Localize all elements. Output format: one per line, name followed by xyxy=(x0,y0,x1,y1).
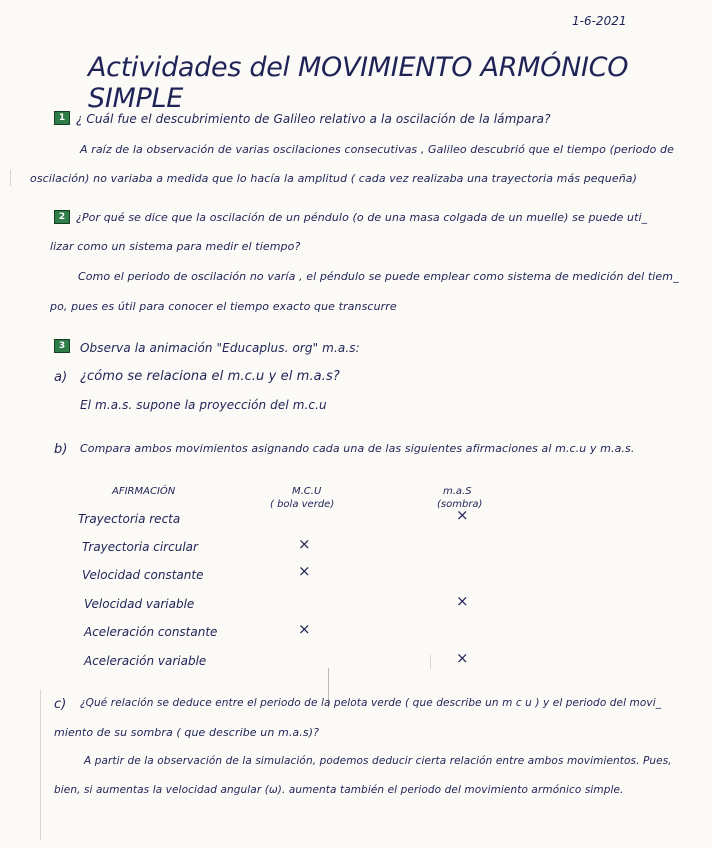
part-b-label: b) xyxy=(54,442,68,457)
table-row-mcu-mark: × xyxy=(298,535,311,553)
table-row-label: Velocidad constante xyxy=(82,568,204,582)
table-row-mas-mark: × xyxy=(456,592,469,610)
part-c-label: c) xyxy=(54,697,67,712)
question-2-number-box: 2 xyxy=(54,210,70,224)
question-2-text-line-1: ¿Por qué se dice que la oscilación de un péndulo (o de una masa colgada de un muelle) se puede uti_ xyxy=(76,211,648,224)
table-header-mcu-sub: ( bola verde) xyxy=(270,499,335,510)
table-row-mcu-mark: × xyxy=(298,620,311,638)
table-row-label: Velocidad variable xyxy=(84,597,195,611)
table-row-label: Trayectoria recta xyxy=(78,512,181,526)
table-row-mcu-mark: × xyxy=(298,562,311,580)
part-c-answer-line-2: bien, si aumentas la velocidad angular (ω). aumenta también el periodo del movimiento armónico simple. xyxy=(54,784,624,796)
table-row-label: Aceleración constante xyxy=(84,625,218,639)
question-2-text-line-2: lizar como un sistema para medir el tiempo? xyxy=(50,240,301,253)
part-c-question-line-1: ¿Qué relación se deduce entre el periodo de la pelota verde ( que describe un m c u ) y el periodo del movi_ xyxy=(80,697,662,709)
part-a-answer: El m.a.s. supone la proyección del m.c.u xyxy=(80,398,327,412)
center-mark xyxy=(430,655,431,669)
page-title: Actividades del MOVIMIENTO ARMÓNICO SIMPLE xyxy=(88,52,629,114)
table-row-label: Aceleración variable xyxy=(84,654,207,668)
question-1-answer-line-1: A raíz de la observación de varias oscilaciones consecutivas , Galileo descubrió que el tiempo (periodo de xyxy=(80,143,674,156)
table-row-mas-mark: × xyxy=(456,649,469,667)
question-1-answer-line-2: oscilación) no variaba a medida que lo hacía la amplitud ( cada vez realizaba una trayectoria más pequeña) xyxy=(30,172,638,185)
table-header-affirmation: AFIRMACIÓN xyxy=(112,486,176,497)
table-header-mas: m.a.S xyxy=(443,486,472,497)
date: 1-6-2021 xyxy=(572,14,627,28)
part-c-question-line-2: miento de su sombra ( que describe un m.a.s)? xyxy=(54,726,320,739)
part-a-label: a) xyxy=(54,370,68,385)
table-row-label: Trayectoria circular xyxy=(82,540,198,554)
margin-mark xyxy=(40,690,41,840)
table-row-mas-mark: × xyxy=(456,506,469,524)
part-a-question: ¿cómo se relaciona el m.c.u y el m.a.s? xyxy=(80,369,340,384)
question-3-number-box: 3 xyxy=(54,339,70,353)
margin-mark xyxy=(10,170,11,186)
part-c-answer-line-1: A partir de la observación de la simulación, podemos deducir cierta relación entre ambos movimientos. Pues, xyxy=(84,755,672,767)
question-1-number-box: 1 xyxy=(54,111,70,125)
part-b-question: Compara ambos movimientos asignando cada una de las siguientes afirmaciones al m.c.u y m.a.s. xyxy=(80,442,635,455)
question-2-answer-line-2: po, pues es útil para conocer el tiempo exacto que transcurre xyxy=(50,300,397,313)
table-header-mas-sub: (sombra) xyxy=(437,499,483,510)
question-2-answer-line-1: Como el periodo de oscilación no varía , el péndulo se puede emplear como sistema de medición del tiem_ xyxy=(78,270,679,283)
table-header-mcu: M.C.U xyxy=(292,486,322,497)
question-1-text: ¿ Cuál fue el descubrimiento de Galileo relativo a la oscilación de la lámpara? xyxy=(76,112,551,126)
question-3-intro: Observa la animación "Educaplus. org" m.a.s: xyxy=(80,341,360,355)
